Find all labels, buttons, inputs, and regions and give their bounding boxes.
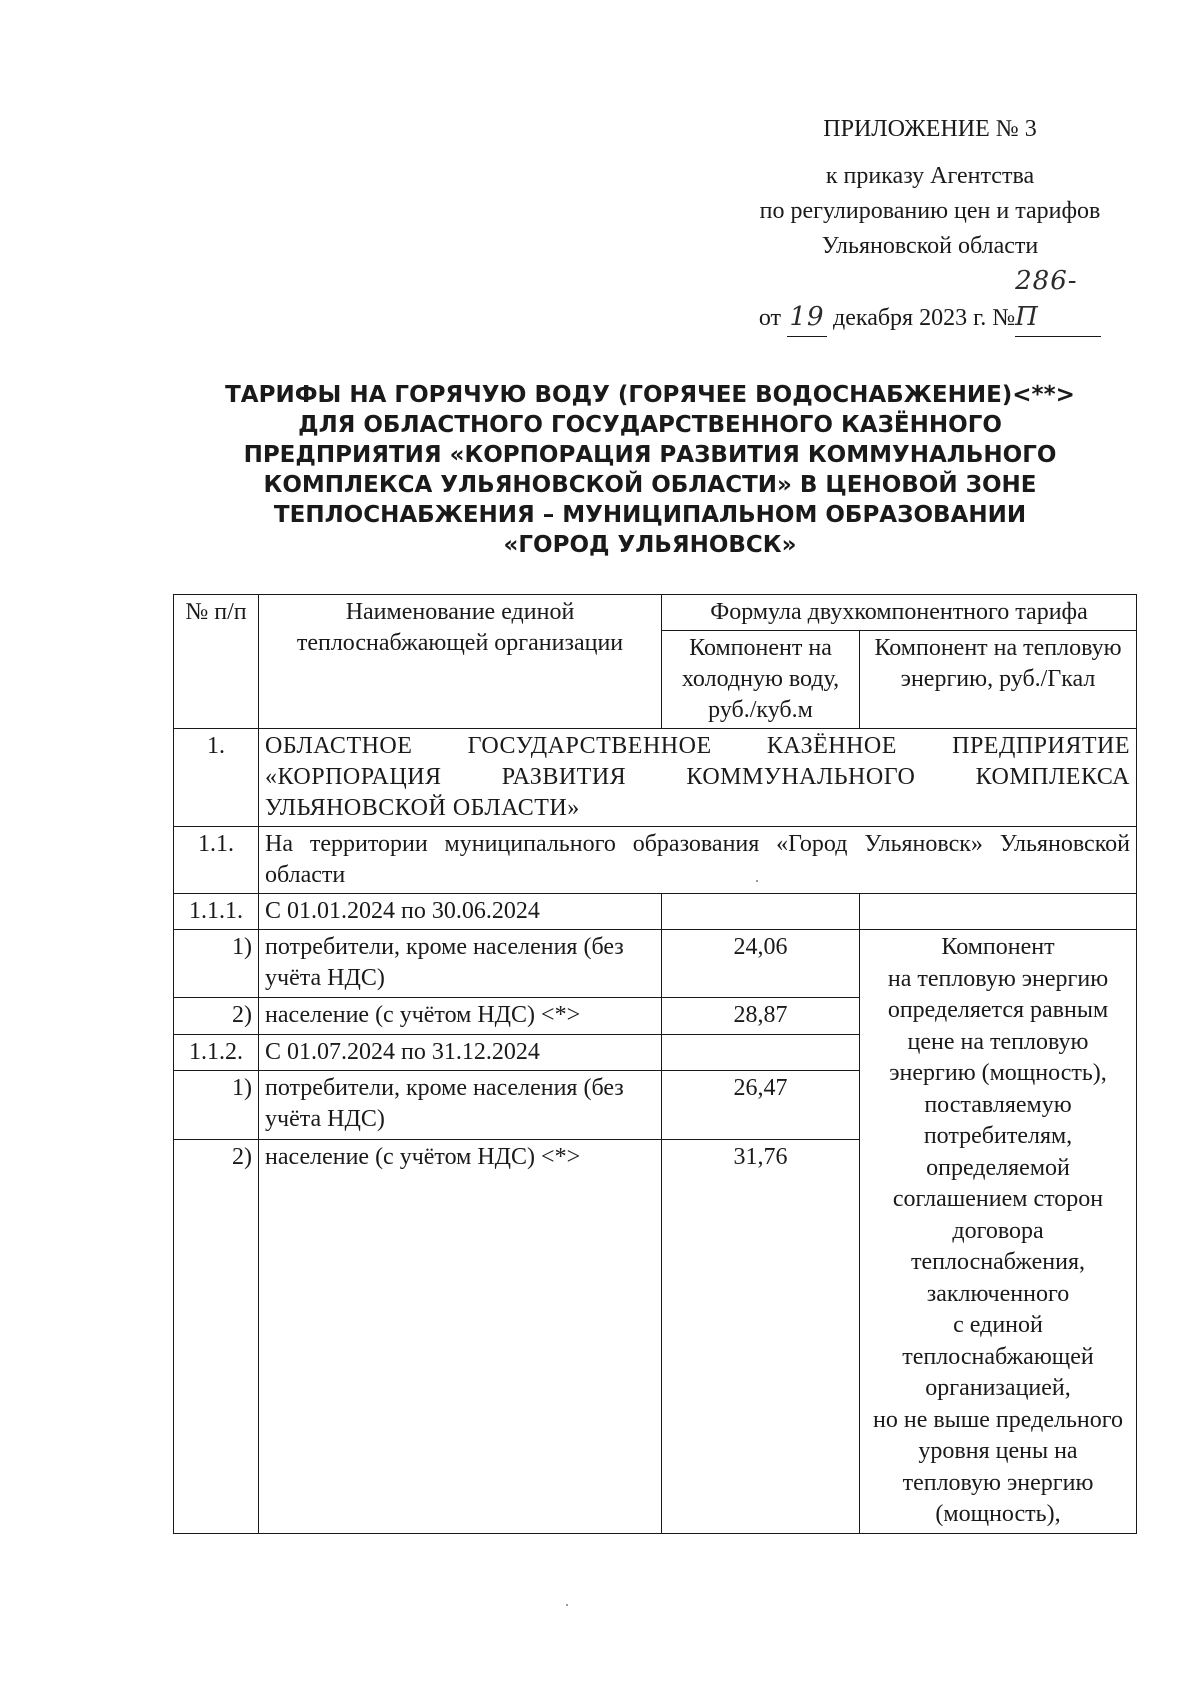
note-line: теплоснабжающей [902,1343,1094,1370]
row-num: 1. [174,729,259,827]
title-line-5: ТЕПЛОСНАБЖЕНИЯ – МУНИЦИПАЛЬНОМ ОБРАЗОВАНИИ [273,502,1027,528]
heat-component-note [860,930,1137,1534]
note-line: тепловую энергию [902,1469,1094,1496]
org-name: ОБЛАСТНОЕ ГОСУДАРСТВЕННОЕ КАЗЁННОЕ ПРЕДПРИЯТИЕ «КОРПОРАЦИЯ РАЗВИТИЯ КОММУНАЛЬНОГО КОМПЛЕКСА УЛЬЯНОВСКОЙ ОБЛАСТИ» [259,729,1137,827]
table-row [174,827,1137,894]
note-line: организацией, [925,1375,1071,1401]
cold-water-value: 26,47 [662,1071,860,1139]
note-line: определяется равным [887,997,1109,1023]
date-prefix: от [758,305,782,331]
note-line: уровня цены на [918,1438,1078,1464]
order-number: 286-П [1015,266,1078,332]
note-line: энергию (мощность), [889,1060,1107,1086]
cold-water-value: 31,76 [662,1139,860,1533]
note-line: теплоснабжения, [911,1249,1085,1275]
period-value-empty [662,1034,860,1071]
header-org-name: Наименование единой теплоснабжающей организации [259,595,662,729]
period-label: С 01.07.2024 по 31.12.2024 [259,1034,662,1071]
note-line: Компонент [941,934,1055,960]
consumer-label: потребители, кроме населения (без учёта НДС) [259,1071,662,1139]
territory-name: На территории муниципального образования «Город Ульяновск» Ульяновской области [259,827,1137,894]
row-num: 1) [174,930,259,998]
cold-water-value: 24,06 [662,930,860,998]
tariff-table [173,594,1137,1534]
row-num: 1.1.1. [174,894,259,930]
row-num: 1.1.2. [174,1034,259,1071]
table-row [174,930,1137,998]
cold-water-value: 28,87 [662,998,860,1035]
order-date-line [690,264,1170,337]
row-num: 2) [174,1139,259,1533]
date-day-field [787,300,827,337]
consumer-label: население (с учётом НДС) <*> [259,1139,662,1533]
note-line: на тепловую энергию [887,965,1109,992]
period-label: С 01.01.2024 по 30.06.2024 [259,894,662,930]
consumer-label: население (с учётом НДС) <*> [259,998,662,1035]
row-num: 2) [174,998,259,1035]
appendix-header [690,112,1170,337]
note-line: договора [952,1217,1044,1244]
order-line-3: Ульяновской области [821,233,1039,259]
note-line: заключенного [926,1280,1070,1307]
date-day: 19 [789,302,825,332]
table-row [174,894,1137,930]
note-line: соглашением сторон [892,1186,1104,1212]
header-cold-water: Компонент на холодную воду, руб./куб.м [662,631,860,729]
header-heat-energy: Компонент на тепловую энергию, руб./Гкал [860,631,1137,729]
note-line: цене на тепловую [907,1028,1089,1055]
period-value-empty [662,894,860,930]
scan-speck [756,880,758,882]
header-num: № п/п [174,595,259,729]
document-title [170,380,1130,560]
note-line: но не выше предельного [873,1406,1123,1433]
order-line-1: к приказу Агентства [825,163,1035,189]
title-line-4: КОМПЛЕКСА УЛЬЯНОВСКОЙ ОБЛАСТИ» В ЦЕНОВОЙ ЗОНЕ [263,472,1037,498]
header-formula: Формула двухкомпонентного тарифа [662,595,1137,631]
title-line-2: ДЛЯ ОБЛАСТНОГО ГОСУДАРСТВЕННОГО КАЗЁННОГО [298,412,1002,438]
table-row [174,729,1137,827]
period-heat-empty [860,894,1137,930]
appendix-number: ПРИЛОЖЕНИЕ № 3 [823,116,1037,142]
title-line-3: ПРЕДПРИЯТИЯ «КОРПОРАЦИЯ РАЗВИТИЯ КОММУНАЛЬНОГО [243,442,1057,468]
date-rest: декабря 2023 г. № [833,305,1016,331]
note-line: (мощность), [935,1501,1061,1527]
order-number-field [1015,264,1101,337]
note-line: поставляемую [924,1091,1072,1118]
note-line: с единой [953,1312,1043,1338]
note-line: определяемой [926,1154,1070,1181]
order-line-2: по регулированию цен и тарифов [759,198,1101,224]
title-line-1: ТАРИФЫ НА ГОРЯЧУЮ ВОДУ (ГОРЯЧЕЕ ВОДОСНАБЖЕНИЕ)<**> [225,382,1075,408]
table-header-row [174,595,1137,631]
title-line-6: «ГОРОД УЛЬЯНОВСК» [503,532,797,558]
consumer-label: потребители, кроме населения (без учёта НДС) [259,930,662,998]
scan-speck [566,1604,568,1606]
row-num: 1.1. [174,827,259,894]
note-line: потребителям, [923,1123,1073,1149]
row-num: 1) [174,1071,259,1139]
